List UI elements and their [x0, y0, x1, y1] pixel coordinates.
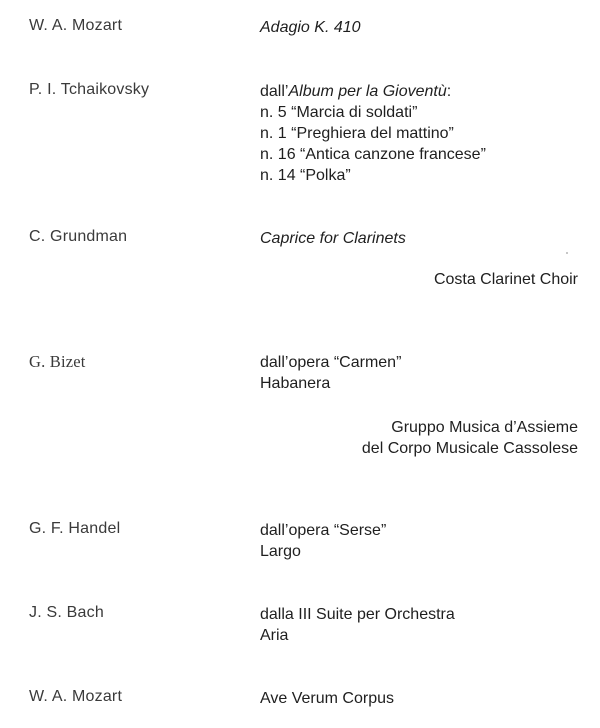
- ensemble-gruppo-musica-assieme: [362, 417, 578, 459]
- work-prefix: dall’: [260, 83, 289, 100]
- work-title: Ave Verum Corpus: [260, 690, 394, 707]
- work-album-gioventu: [260, 81, 486, 186]
- work-item: n. 5 “Marcia di soldati”: [260, 104, 418, 121]
- work-caprice: [260, 228, 406, 249]
- work-item: n. 1 “Preghiera del mattino”: [260, 125, 454, 142]
- ensemble-line: Costa Clarinet Choir: [433, 271, 578, 288]
- work-item: Habanera: [260, 375, 331, 392]
- work-adagio: [260, 17, 361, 38]
- composer-mozart-2: W. A. Mozart: [29, 688, 123, 705]
- work-suffix: :: [446, 83, 452, 100]
- ensemble-line: Gruppo Musica d’Assieme: [391, 419, 578, 436]
- work-serse: [260, 520, 386, 562]
- work-item: n. 14 “Polka”: [260, 167, 351, 184]
- ensemble-line: del Corpo Musicale Cassolese: [361, 440, 578, 457]
- work-ave-verum: [260, 688, 394, 709]
- work-carmen: [260, 352, 401, 394]
- composer-bizet: G. Bizet: [29, 352, 86, 371]
- composer-handel: G. F. Handel: [29, 520, 121, 537]
- work-title: dalla III Suite per Orchestra: [260, 606, 455, 623]
- ensemble-costa-clarinet-choir: [434, 269, 578, 290]
- composer-tchaikovsky: P. I. Tchaikovsky: [29, 81, 150, 98]
- work-title: dall’opera “Carmen”: [260, 354, 402, 371]
- work-item: n. 16 “Antica canzone francese”: [260, 146, 486, 163]
- scan-speck: [566, 252, 568, 254]
- work-title: dall’opera “Serse”: [260, 522, 387, 539]
- work-title: Caprice for Clarinets: [260, 230, 406, 247]
- composer-bach: J. S. Bach: [29, 604, 104, 621]
- work-title: Album per la Gioventù: [288, 83, 447, 100]
- work-item: Largo: [260, 543, 301, 560]
- work-title-line: [260, 81, 486, 102]
- work-title: Adagio K. 410: [260, 19, 361, 36]
- work-suite-orchestra: [260, 604, 455, 646]
- composer-grundman: C. Grundman: [29, 228, 128, 245]
- work-item: Aria: [260, 627, 289, 644]
- composer-mozart-1: W. A. Mozart: [29, 17, 123, 34]
